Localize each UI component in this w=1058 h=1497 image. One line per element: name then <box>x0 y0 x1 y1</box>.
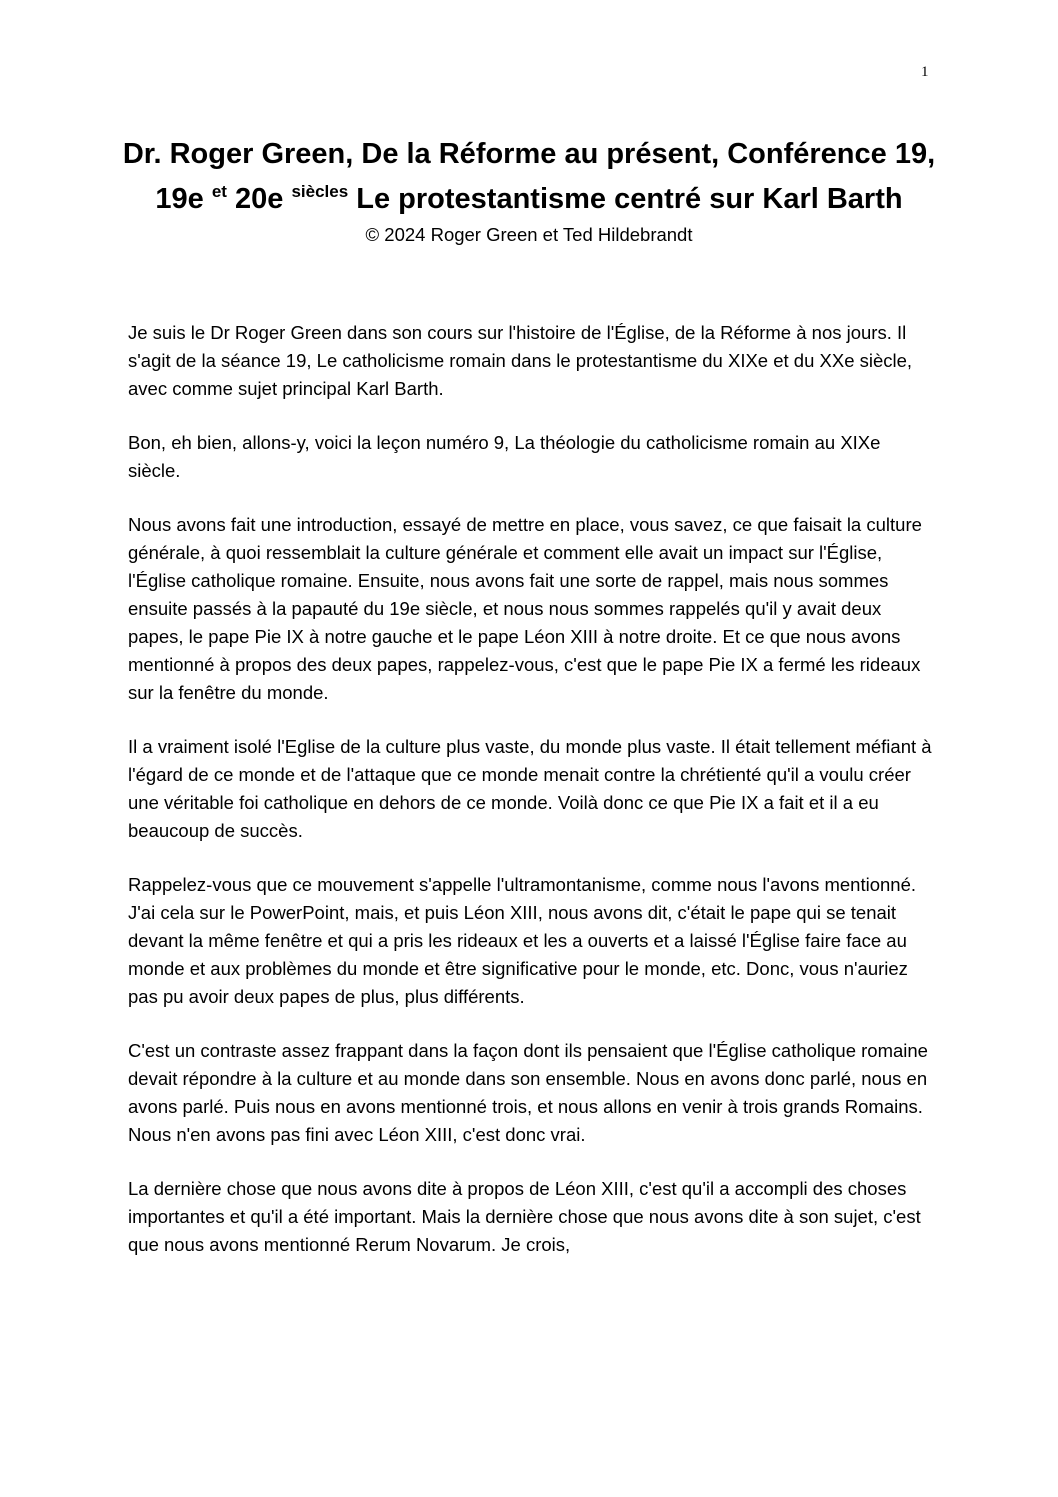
paragraph-3: Nous avons fait une introduction, essayé de mettre en place, vous savez, ce que faisait la culture générale, à quoi ressemblait la culture générale et comment elle avait un impact sur l'Église, l'Église catholique romaine. Ensuite, nous avons fait une sorte de rappel, mais nous sommes ensuite passés à la papauté du 19e siècle, et nous nous sommes rappelés qu'il y avait deux papes, le pape Pie IX à notre gauche et le pape Léon XIII à notre droite. Et ce que nous avons mentionné à propos des deux papes, rappelez-vous, c'est que le pape Pie IX a fermé les rideaux sur la fenêtre du monde. <box>128 514 922 703</box>
paragraph-4: Il a vraiment isolé l'Eglise de la culture plus vaste, du monde plus vaste. Il était tellement méfiant à l'égard de ce monde et de l'attaque que ce monde menait contre la chrétienté qu'il a voulu créer une véritable foi catholique en dehors de ce monde. Voilà donc ce que Pie IX a fait et il a eu beaucoup de succès. <box>128 736 932 841</box>
paragraph-7: La dernière chose que nous avons dite à propos de Léon XIII, c'est qu'il a accompli des choses importantes et qu'il a été important. Mais la dernière chose que nous avons dite à son sujet, c'est que nous avons mentionné Rerum Novarum. Je crois, <box>128 1178 921 1255</box>
copyright-line: © 2024 Roger Green et Ted Hildebrandt <box>365 224 693 245</box>
paragraph-6: C'est un contraste assez frappant dans la façon dont ils pensaient que l'Église catholique romaine devait répondre à la culture et au monde dans son ensemble. Nous en avons donc parlé, nous en avons parlé. Puis nous en avons mentionné trois, et nous allons en venir à trois grands Romains. Nous n'en avons pas fini avec Léon XIII, c'est donc vrai. <box>128 1040 928 1145</box>
document-body <box>128 319 934 1285</box>
title-block <box>100 132 958 248</box>
title-part-3: Le protestantisme centré sur Karl Barth <box>348 183 903 215</box>
title-part-1: Dr. Roger Green, De la Réforme au présent, Conférence 19, 19e <box>122 138 936 215</box>
paragraph-1: Je suis le Dr Roger Green dans son cours sur l'histoire de l'Église, de la Réforme à nos jours. Il s'agit de la séance 19, Le catholicisme romain dans le protestantisme du XIXe et du XXe siècle, avec comme sujet principal Karl Barth. <box>128 322 913 399</box>
title-part-2: 20e <box>226 183 292 215</box>
title-superscript-2: siècles <box>291 182 349 201</box>
title-superscript-1: et <box>211 182 227 201</box>
page-number: 1 <box>921 64 929 80</box>
paragraph-2: Bon, eh bien, allons-y, voici la leçon numéro 9, La théologie du catholicisme romain au XIXe siècle. <box>128 432 881 481</box>
paragraph-5: Rappelez-vous que ce mouvement s'appelle l'ultramontanisme, comme nous l'avons mentionné. J'ai cela sur le PowerPoint, mais, et puis Léon XIII, nous avons dit, c'était le pape qui se tenait devant la même fenêtre et qui a pris les rideaux et les a ouverts et a laissé l'Église faire face au monde et aux problèmes du monde et être significative pour le monde, etc. Donc, vous n'auriez pas pu avoir deux papes de plus, plus différents. <box>128 874 917 1007</box>
document-title <box>100 132 958 222</box>
